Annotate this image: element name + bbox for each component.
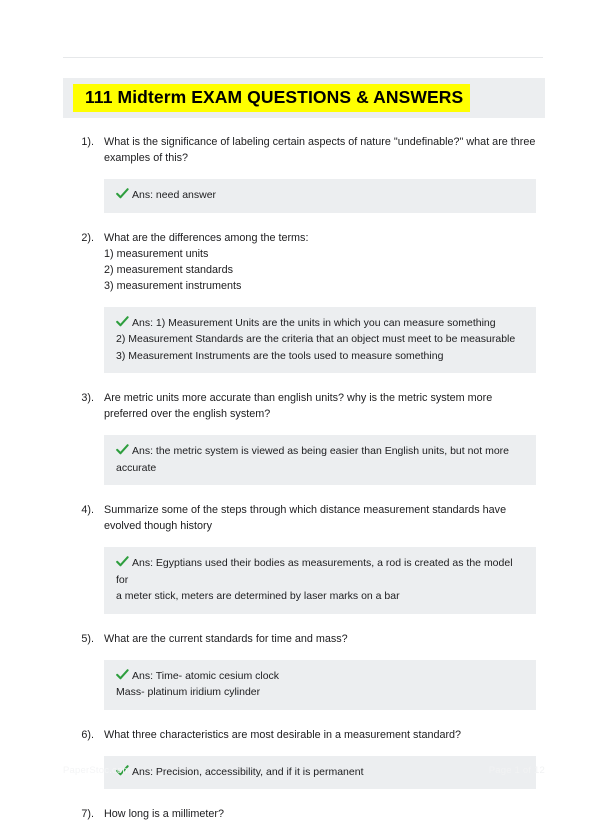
question-line: What are the differences among the terms: [104, 231, 309, 244]
question-list [0, 134, 606, 839]
answer-line [116, 460, 524, 477]
answer-line [116, 668, 524, 685]
answer-text: accurate [116, 461, 157, 474]
question-line: evolved though history [104, 520, 213, 532]
answer-box [104, 435, 536, 485]
question-line: What three characteristics are most desirable in a measurement standard? [104, 728, 462, 741]
check-icon [116, 444, 129, 455]
answer-text: Ans: Egyptians used their bodies as measurements, a rod is created as the model for [116, 557, 513, 586]
check-icon [116, 316, 129, 327]
question-text [104, 230, 545, 294]
answer-text: Ans: Time- atomic cesium clock [132, 669, 280, 682]
check-icon [116, 669, 129, 680]
question-item [0, 134, 606, 213]
answer-text: Ans: Precision, accessibility, and if it is permanent [132, 765, 364, 778]
answer-text: a meter stick, meters are determined by laser marks on a bar [116, 590, 400, 602]
page-title: 111 Midterm EXAM QUESTIONS & ANSWERS [73, 84, 470, 113]
question-item [0, 502, 606, 614]
question-text [104, 134, 545, 166]
answer-box [104, 660, 536, 710]
question-line: Are metric units more accurate than english units? why is the metric system more [104, 392, 493, 404]
question-line: What is the significance of labeling certain aspects of nature "undefinable?" what are three [104, 136, 536, 148]
question-line: Summarize some of the steps through which distance measurement standards have [104, 504, 507, 516]
question-text [104, 631, 545, 647]
question-text [104, 390, 545, 422]
answer-line [116, 187, 524, 204]
header-divider [63, 57, 543, 58]
answer-line [116, 684, 524, 701]
check-icon [116, 188, 129, 199]
question-line: How long is a millimeter? [104, 808, 225, 820]
question-number: 4). [81, 504, 94, 516]
question-item [0, 806, 606, 822]
site-watermark: PaperStoc.com [63, 765, 131, 776]
question-line: 3) measurement instruments [104, 279, 242, 292]
question-line: What are the current standards for time and mass? [104, 632, 348, 645]
question-number: 1). [81, 136, 94, 148]
question-line: examples of this? [104, 152, 189, 164]
check-icon [116, 556, 129, 567]
answer-line [116, 588, 524, 605]
question-number: 6). [81, 728, 94, 741]
answer-line [116, 331, 524, 348]
answer-text: Ans: 1) Measurement Units are the units in which you can measure something [132, 316, 496, 329]
question-text [104, 502, 545, 534]
answer-text: 3) Measurement Instruments are the tools used to measure something [116, 349, 444, 362]
answer-text: Ans: need answer [132, 189, 217, 201]
answer-line [116, 443, 524, 460]
question-line: 2) measurement standards [104, 263, 234, 276]
question-item [0, 230, 606, 374]
answer-box [104, 307, 536, 374]
question-number: 5). [81, 632, 94, 645]
answer-text: Ans: the metric system is viewed as being easier than English units, but not more [132, 445, 510, 457]
answer-box [104, 179, 536, 213]
answer-line [116, 348, 524, 365]
answer-box [104, 547, 536, 614]
question-line: 1) measurement units [104, 247, 209, 260]
question-item [0, 390, 606, 485]
question-text [104, 727, 545, 743]
document-title-banner [63, 78, 545, 118]
page-footer [0, 754, 606, 800]
answer-line [116, 555, 524, 588]
question-number: 3). [81, 392, 94, 404]
question-line: preferred over the english system? [104, 408, 271, 420]
answer-text: 2) Measurement Standards are the criteria that an object must meet to be measurable [116, 333, 516, 345]
answer-line [116, 315, 524, 332]
question-item [0, 631, 606, 710]
question-text [104, 806, 545, 822]
answer-text: Mass- platinum iridium cylinder [116, 686, 261, 698]
page-number: Page 1 of 12 [488, 765, 545, 776]
question-number: 7). [81, 808, 94, 820]
question-number: 2). [81, 231, 94, 244]
